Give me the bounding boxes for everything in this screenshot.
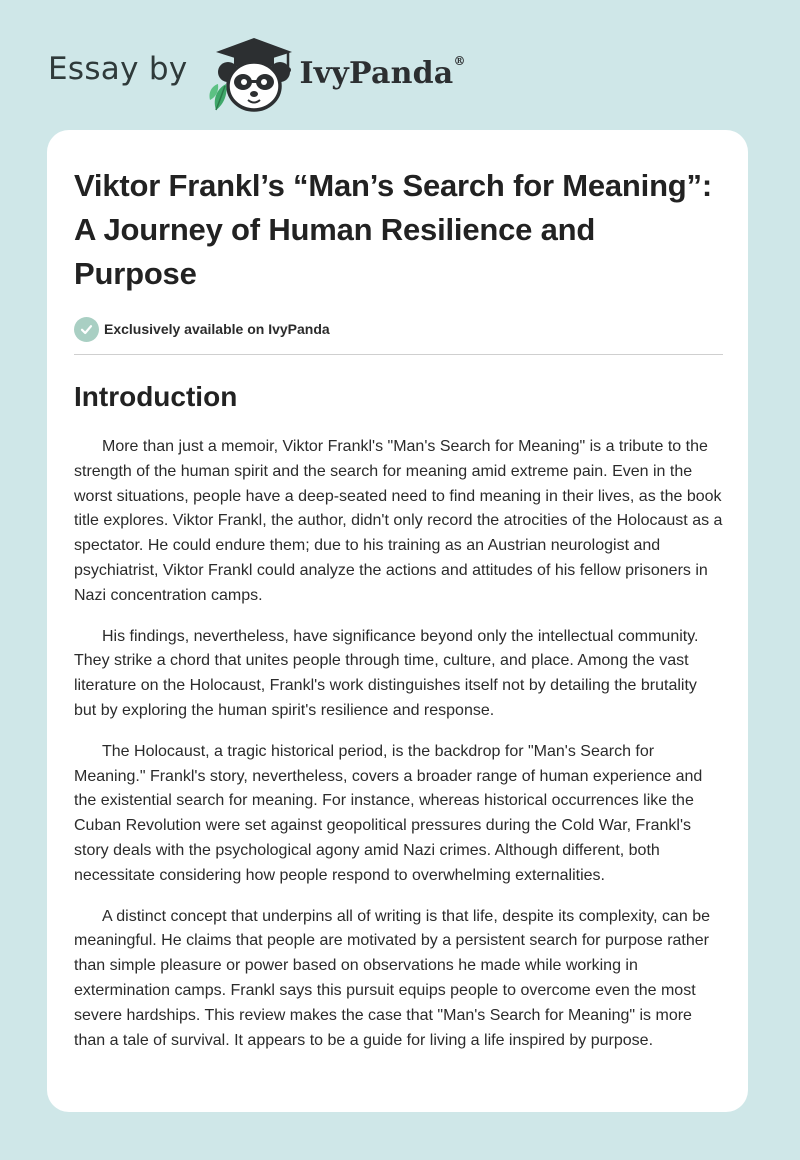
title-divider [74,354,723,355]
paragraph: The Holocaust, a tragic historical period, is the backdrop for "Man's Search for Meaning." Frankl's story, nevertheless, covers a broader range of human experience and the existential search for meaning. For instance, whereas historical occurrences like the Cuban Revolution were set against geopolitical pressures during the Cold War, Frankl's story deals with the psychological agony amid Nazi crimes. Although different, both necessitate considering how people respond to overwhelming externalities. [74,742,703,884]
essay-content [74,164,723,1053]
essay-by-label: Essay by [48,51,188,87]
brand-name-text: IvyPanda [299,55,454,91]
paragraph: His findings, nevertheless, have significance beyond only the intellectual community. They strike a chord that unites people through time, culture, and place. Among the vast literature on the Holocaust, Frankl's work distinguishes itself not by detailing the brutality but by exploring the human spirit's resilience and response. [74,627,699,719]
brand-header [48,34,466,114]
check-circle-icon [74,317,99,342]
registered-mark: ® [453,53,466,68]
brand-name[interactable] [299,53,466,91]
paragraph: A distinct concept that underpins all of writing is that life, despite its complexity, can be meaningful. He claims that people are motivated by a persistent search for purpose rather than simple pleasure or power based on observations he made while working in extermination camps. Frankl says this pursuit equips people to overcome even the most severe hardships. This review makes the case that "Man's Search for Meaning" is more than a tale of survival. It appears to be a guide for living a life inspired by purpose. [74,907,711,1049]
essay-title: Viktor Frankl’s “Man’s Search for Meaning”: A Journey of Human Resilience and Purpose [74,168,712,291]
paragraph: More than just a memoir, Viktor Frankl's "Man's Search for Meaning" is a tribute to the strength of the human spirit and the search for meaning amid extreme pain. Even in the worst situations, people have a deep-seated need to find meaning in their lives, as the book title explores. Viktor Frankl, the author, didn't only record the atrocities of the Holocaust as a spectator. He could endure them; due to his training as an Austrian neurologist and psychiatrist, Viktor Frankl could analyze the actions and attitudes of his fellow prisoners in Nazi concentration camps. [74,438,723,604]
essay-card [47,130,748,1112]
panda-graduate-logo-icon[interactable] [204,34,296,114]
section-heading-introduction: Introduction [74,381,238,412]
exclusive-badge [74,316,723,342]
exclusive-badge-text: Exclusively available on IvyPanda [104,321,330,337]
